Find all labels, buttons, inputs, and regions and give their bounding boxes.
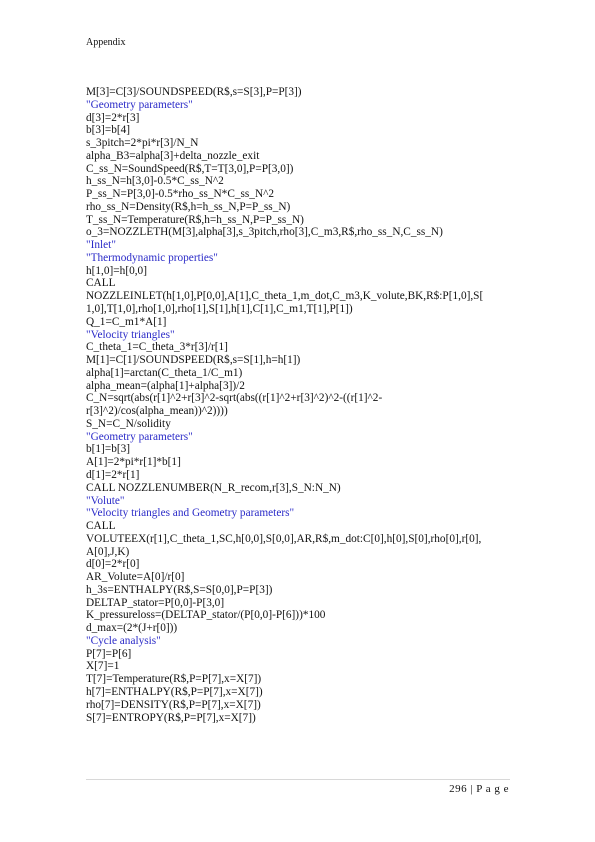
code-line: S_N=C_N/solidity bbox=[86, 417, 171, 430]
code-line: alpha_B3=alpha[3]+delta_nozzle_exit bbox=[86, 149, 260, 162]
code-line: M[1]=C[1]/SOUNDSPEED(R$,s=S[1],h=h[1]) bbox=[86, 354, 301, 367]
code-line: T_ss_N=Temperature(R$,h=h_ss_N,P=P_ss_N) bbox=[86, 213, 304, 226]
code-line: VOLUTEEX(r[1],C_theta_1,SC,h[0,0],S[0,0],AR,R$,m_dot:C[0],h[0],S[0],rho[0],r[0], bbox=[86, 532, 482, 545]
code-line: 1,0],T[1,0],rho[1,0],rho[1],S[1],h[1],C[1],C_m1,T[1],P[1]) bbox=[86, 303, 353, 316]
code-line: rho_ss_N=Density(R$,h=h_ss_N,P=P_ss_N) bbox=[86, 200, 291, 213]
code-line: S[7]=ENTROPY(R$,P=P[7],x=X[7]) bbox=[86, 711, 256, 724]
code-comment-line: "Geometry parameters" bbox=[86, 430, 193, 443]
code-line: h[1,0]=h[0,0] bbox=[86, 264, 147, 277]
code-line: Q_1=C_m1*A[1] bbox=[86, 315, 167, 328]
running-header: Appendix bbox=[86, 37, 126, 48]
code-line: A[1]=2*pi*r[1]*b[1] bbox=[86, 456, 181, 469]
code-line: alpha[1]=arctan(C_theta_1/C_m1) bbox=[86, 366, 243, 379]
code-line: CALL bbox=[86, 277, 116, 290]
code-line: s_3pitch=2*pi*r[3]/N_N bbox=[86, 137, 199, 150]
code-line: P_ss_N=P[3,0]-0.5*rho_ss_N*C_ss_N^2 bbox=[86, 188, 275, 201]
code-comment-line: "Cycle analysis" bbox=[86, 634, 161, 647]
code-line: CALL NOZZLENUMBER(N_R_recom,r[3],S_N:N_N) bbox=[86, 481, 341, 494]
code-line: K_pressureloss=(DELTAP_stator/(P[0,0]-P[6]))*100 bbox=[86, 609, 326, 622]
code-comment-line: "Volute" bbox=[86, 494, 125, 507]
code-line: h_ss_N=h[3,0]-0.5*C_ss_N^2 bbox=[86, 175, 224, 188]
code-listing bbox=[86, 86, 516, 724]
code-line: X[7]=1 bbox=[86, 660, 120, 673]
code-comment-line: "Inlet" bbox=[86, 239, 116, 252]
code-comment-line: "Velocity triangles" bbox=[86, 328, 175, 341]
code-line: r[3]^2)/cos(alpha_mean))^2)))) bbox=[86, 405, 228, 418]
code-line: rho[7]=DENSITY(R$,P=P[7],x=X[7]) bbox=[86, 698, 261, 711]
code-comment-line: "Thermodynamic properties" bbox=[86, 251, 218, 264]
code-line: A[0],J,K) bbox=[86, 545, 130, 558]
code-line: C_ss_N=SoundSpeed(R$,T=T[3,0],P=P[3,0]) bbox=[86, 162, 294, 175]
code-line: T[7]=Temperature(R$,P=P[7],x=X[7]) bbox=[86, 673, 262, 686]
code-line: b[1]=b[3] bbox=[86, 443, 131, 456]
code-line: NOZZLEINLET(h[1,0],P[0,0],A[1],C_theta_1,m_dot,C_m3,K_volute,BK,R$:P[1,0],S[ bbox=[86, 290, 484, 303]
code-comment-line: "Geometry parameters" bbox=[86, 98, 193, 111]
code-comment-line: "Velocity triangles and Geometry parameters" bbox=[86, 507, 295, 520]
code-line: M[3]=C[3]/SOUNDSPEED(R$,s=S[3],P=P[3]) bbox=[86, 86, 302, 98]
code-line: b[3]=b[4] bbox=[86, 124, 131, 137]
code-line: P[7]=P[6] bbox=[86, 647, 132, 660]
code-line: d[1]=2*r[1] bbox=[86, 468, 140, 481]
code-line: h[7]=ENTHALPY(R$,P=P[7],x=X[7]) bbox=[86, 685, 263, 698]
code-line: alpha_mean=(alpha[1]+alpha[3])/2 bbox=[86, 379, 245, 392]
code-line: o_3=NOZZLETH(M[3],alpha[3],s_3pitch,rho[3],C_m3,R$,rho_ss_N,C_ss_N) bbox=[86, 226, 443, 239]
code-line: d[3]=2*r[3] bbox=[86, 111, 140, 124]
code-line: DELTAP_stator=P[0,0]-P[3,0] bbox=[86, 596, 225, 609]
code-line: CALL bbox=[86, 520, 116, 533]
page-number: 296 | P a g e bbox=[449, 783, 509, 795]
code-line: h_3s=ENTHALPY(R$,S=S[0,0],P=P[3]) bbox=[86, 583, 273, 596]
code-line: C_theta_1=C_theta_3*r[3]/r[1] bbox=[86, 341, 228, 354]
code-line: AR_Volute=A[0]/r[0] bbox=[86, 571, 185, 584]
code-line: d_max=(2*(J+r[0])) bbox=[86, 622, 178, 635]
code-line: d[0]=2*r[0] bbox=[86, 558, 140, 571]
footer-divider bbox=[86, 779, 510, 780]
code-line: C_N=sqrt(abs(r[1]^2+r[3]^2-sqrt(abs((r[1]^2+r[3]^2)^2-((r[1]^2- bbox=[86, 392, 383, 405]
